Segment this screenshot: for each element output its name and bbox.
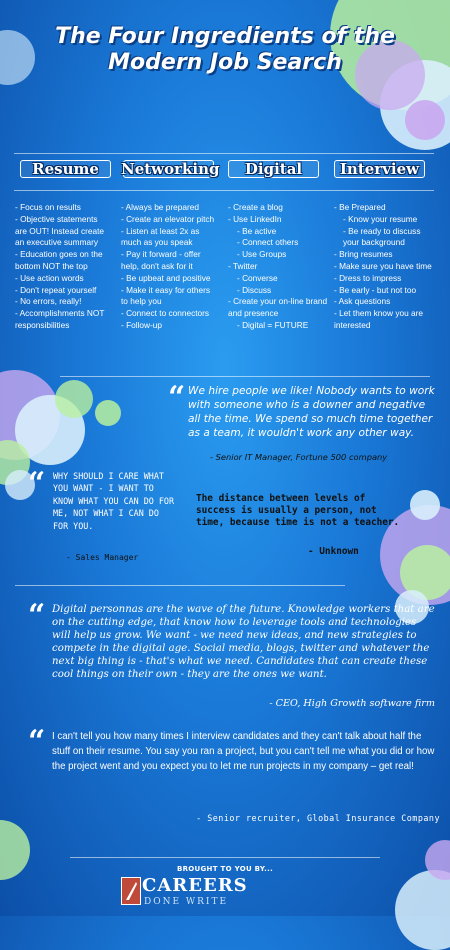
heading-interview: Interview xyxy=(332,157,427,181)
title-line-2: Modern Job Search xyxy=(108,50,342,75)
list-item: - Converse xyxy=(237,272,278,283)
list-item: - Use action words xyxy=(15,272,84,283)
list-item: - Accomplishments NOT xyxy=(15,308,105,319)
quote-mark-icon: “ xyxy=(28,724,46,759)
bubble-decoration xyxy=(95,400,121,426)
footer-divider xyxy=(70,857,380,858)
quote-attribution: - Senior recruiter, Global Insurance Company xyxy=(196,813,440,823)
list-item: - Objective statements xyxy=(15,213,98,224)
list-item: - Listen at least 2x as xyxy=(121,225,200,236)
list-item: an executive summary xyxy=(15,237,99,248)
heading-digital: Digital xyxy=(226,157,321,181)
list-item: - Use Groups xyxy=(237,249,287,260)
list-item: are OUT! Instead create xyxy=(15,225,105,236)
bubble-decoration xyxy=(395,870,450,950)
quote-mark-icon: “ xyxy=(168,380,186,415)
quill-icon xyxy=(122,878,140,904)
list-item: - Pay it forward - offer xyxy=(121,249,201,260)
list-item: - Make sure you have time xyxy=(334,260,432,271)
list-item: - Follow-up xyxy=(121,319,163,330)
list-item: - Always be prepared xyxy=(121,202,199,212)
list-item: - Be upbeat and positive xyxy=(121,272,211,283)
list-item: - Don't repeat yourself xyxy=(15,284,97,295)
heading-resume: Resume xyxy=(18,157,113,181)
list-item: your background xyxy=(343,237,405,248)
quote-attribution: - Sales Manager xyxy=(66,553,139,562)
quote-attribution: - Unknown xyxy=(308,546,359,557)
heading-networking: Networking xyxy=(121,157,216,181)
bubble-decoration xyxy=(410,490,440,520)
quote-mark-icon: “ xyxy=(28,466,46,501)
column-digital xyxy=(228,202,327,332)
quote-ceo: Digital personnas are the wave of the future. Knowledge workers that are on the cutting edge, that know how to leverage tools and technologies will help us grow. We want - we need new ideas, and new strategies to compete in the digital age. Social media, blogs, twitter and whatever the next big thing is - that's what we need. Candidates that can create these cool things on their own - they are the ones we want. xyxy=(52,604,435,680)
list-item: - Be Prepared xyxy=(334,202,386,212)
list-item: - Connect to connectors xyxy=(121,308,210,319)
list-item: - Connect others xyxy=(237,237,299,248)
list-item: - Create an elevator pitch xyxy=(121,213,215,224)
logo-icon xyxy=(121,877,141,905)
section-divider xyxy=(15,585,345,586)
list-item: help, don't ask for it xyxy=(121,260,193,271)
list-item: - Focus on results xyxy=(15,202,81,212)
list-item: responsibilities xyxy=(15,319,70,330)
list-item: - Be ready to discuss xyxy=(343,225,421,236)
quote-unknown: The distance between levels of success is usually a person, not time, because time is not a teacher. xyxy=(196,493,400,528)
section-divider xyxy=(60,376,430,377)
list-item: - Digital = FUTURE xyxy=(237,319,309,330)
quote-hiring-manager: We hire people we like! Nobody wants to work with someone who is a downer and negative all the time. We spend so much time together as a team, it wouldn't work any other way. xyxy=(188,385,435,439)
brought-to-you-by: BROUGHT TO YOU BY... xyxy=(176,865,274,873)
list-item: - Know your resume xyxy=(343,213,418,224)
list-item: - Use LinkedIn xyxy=(228,213,282,224)
list-item: much as you speak xyxy=(121,237,193,248)
list-item: - No errors, really! xyxy=(15,296,82,307)
list-item: - Create your on-line brand xyxy=(228,296,328,307)
logo-tagline: DONE WRITE xyxy=(144,897,229,907)
quote-sales-manager: WHY SHOULD I CARE WHAT YOU WANT - I WANT TO KNOW WHAT YOU CAN DO FOR ME, NOT WHAT I CAN DO FOR YOU. xyxy=(53,471,175,531)
quote-attribution: - Senior IT Manager, Fortune 500 company xyxy=(210,452,388,462)
bubble-decoration xyxy=(405,100,445,140)
page-title xyxy=(0,24,450,76)
header-top-rule xyxy=(14,153,434,154)
list-item: - Let them know you are xyxy=(334,308,424,319)
list-item: - Be active xyxy=(237,225,277,236)
list-item: - Education goes on the xyxy=(15,249,103,260)
list-item: - Dress to impress xyxy=(334,272,402,283)
column-interview xyxy=(334,202,432,332)
list-item: bottom NOT the top xyxy=(15,260,88,271)
list-item: - Twitter xyxy=(228,260,258,271)
list-item: - Ask questions xyxy=(334,296,391,307)
list-item: interested xyxy=(334,319,371,330)
logo-wordmark: CAREERS xyxy=(142,875,248,896)
list-item: - Create a blog xyxy=(228,202,283,212)
title-line-1: The Four Ingredients of the xyxy=(55,24,395,49)
list-item: - Make it easy for others xyxy=(121,284,210,295)
list-item: to help you xyxy=(121,296,162,307)
quote-mark-icon: “ xyxy=(28,598,46,633)
list-item: - Discuss xyxy=(237,284,272,295)
header-bottom-rule xyxy=(14,190,434,191)
quote-recruiter: I can't tell you how many times I interview candidates and they can't talk about half the stuff on their resume. You say you ran a project, but you can't tell me what you did or how the project went and you expect you to let me run projects in my company – get real! xyxy=(52,731,435,772)
list-item: - Be early - but not too xyxy=(334,284,417,295)
column-networking xyxy=(121,202,214,332)
bubble-decoration xyxy=(55,380,93,418)
list-item: and presence xyxy=(228,308,279,319)
quote-attribution: - CEO, High Growth software firm xyxy=(269,698,435,709)
list-item: - Bring resumes xyxy=(334,249,393,260)
column-resume xyxy=(15,202,104,332)
